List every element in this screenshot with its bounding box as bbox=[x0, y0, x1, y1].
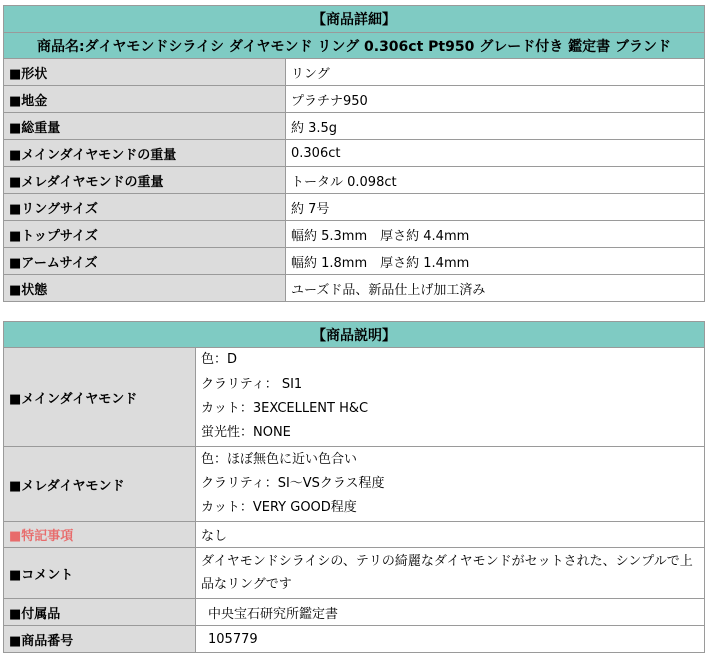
special-notes-value: なし bbox=[196, 522, 705, 548]
table-row bbox=[4, 194, 705, 221]
main-diamond-weight-value: 0.306ct bbox=[286, 140, 705, 167]
table-row bbox=[4, 86, 705, 113]
top-size-label: ■トップサイズ bbox=[4, 221, 286, 248]
table-row bbox=[4, 167, 705, 194]
mele-diamond-specs bbox=[196, 447, 705, 522]
total-weight-label: ■総重量 bbox=[4, 113, 286, 140]
table-row bbox=[4, 59, 705, 86]
product-name: 商品名:ダイヤモンドシライシ ダイヤモンド リング 0.306ct Pt950 グレード付き 鑑定書 ブランド bbox=[4, 33, 705, 59]
condition-value: ユーズド品、新品仕上げ加工済み bbox=[286, 275, 705, 302]
ring-size-value: 約 7号 bbox=[286, 194, 705, 221]
metal-value: プラチナ950 bbox=[286, 86, 705, 113]
details-header: 【商品詳細】 bbox=[4, 6, 705, 33]
main-diamond-clarity: クラリティ： SI1 bbox=[201, 376, 303, 392]
table-row bbox=[4, 221, 705, 248]
main-diamond-label: ■メインダイヤモンド bbox=[4, 348, 196, 447]
table-row bbox=[4, 548, 705, 599]
table-row bbox=[4, 248, 705, 275]
main-diamond-cut: カット：3EXCELLENT H&C bbox=[201, 401, 369, 416]
product-details-table bbox=[3, 5, 705, 302]
table-row bbox=[4, 522, 705, 548]
shape-label: ■形状 bbox=[4, 59, 286, 86]
mele-diamond-cut: カット：VERY GOOD程度 bbox=[201, 500, 357, 516]
accessories-value: 中央宝石研究所鑑定書 bbox=[196, 599, 705, 626]
mele-diamond-color: 色：ほぼ無色に近い色合い bbox=[201, 451, 358, 467]
product-number-label: ■商品番号 bbox=[4, 626, 196, 653]
main-diamond-weight-label: ■メインダイヤモンドの重量 bbox=[4, 140, 286, 167]
main-diamond-fluorescence: 蛍光性：NONE bbox=[201, 425, 291, 441]
total-weight-value: 約 3.5g bbox=[286, 113, 705, 140]
table-row bbox=[4, 348, 705, 447]
table-row bbox=[4, 113, 705, 140]
comment-label: ■コメント bbox=[4, 548, 196, 599]
special-notes-label: ■特記事項 bbox=[4, 522, 196, 548]
product-number-value: 105779 bbox=[196, 626, 705, 653]
table-row bbox=[4, 626, 705, 653]
table-row bbox=[4, 275, 705, 302]
table-row bbox=[4, 140, 705, 167]
shape-value: リング bbox=[286, 59, 705, 86]
description-header: 【商品説明】 bbox=[4, 322, 705, 348]
table-row bbox=[4, 447, 705, 522]
ring-size-label: ■リングサイズ bbox=[4, 194, 286, 221]
product-description-table bbox=[3, 321, 705, 653]
main-diamond-color: 色：D bbox=[201, 352, 238, 368]
top-size-value: 幅約 5.3mm 厚さ約 4.4mm bbox=[286, 221, 705, 248]
mele-diamond-clarity: クラリティ：SI～VSクラス程度 bbox=[201, 475, 385, 491]
arm-size-label: ■アームサイズ bbox=[4, 248, 286, 275]
metal-label: ■地金 bbox=[4, 86, 286, 113]
condition-label: ■状態 bbox=[4, 275, 286, 302]
comment-value: ダイヤモンドシライシの、テリの綺麗なダイヤモンドがセットされた、シンプルで上品なリングです bbox=[196, 548, 705, 599]
main-diamond-specs bbox=[196, 348, 705, 447]
table-row bbox=[4, 599, 705, 626]
accessories-label: ■付属品 bbox=[4, 599, 196, 626]
mele-diamond-label: ■メレダイヤモンド bbox=[4, 447, 196, 522]
mele-diamond-weight-label: ■メレダイヤモンドの重量 bbox=[4, 167, 286, 194]
mele-diamond-weight-value: トータル 0.098ct bbox=[286, 167, 705, 194]
arm-size-value: 幅約 1.8mm 厚さ約 1.4mm bbox=[286, 248, 705, 275]
